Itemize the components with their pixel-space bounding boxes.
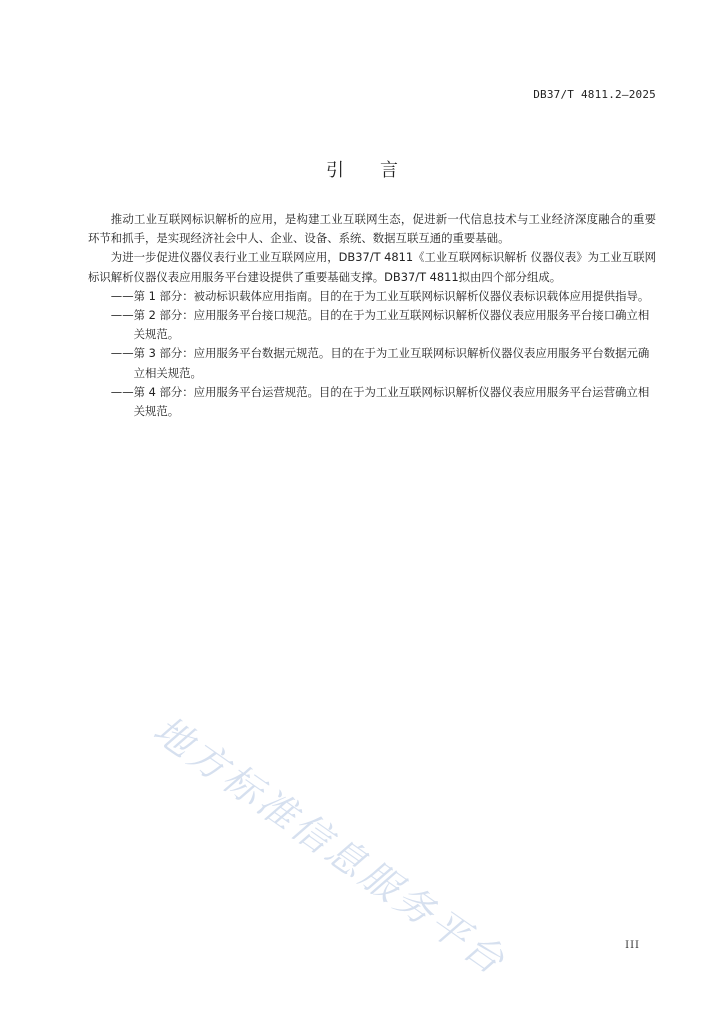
- list-item-text: 第 4 部分：应用服务平台运营规范。目的在于为工业互联网标识解析仪器仪表应用服务平台运营确立相关规范。: [133, 384, 650, 419]
- paragraph-1: 推动工业互联网标识解析的应用，是构建工业互联网生态，促进新一代信息技术与工业经济深度融合的重要环节和抓手，是实现经济社会中人、企业、设备、系统、数据互联互通的重要基础。: [88, 212, 656, 246]
- list-item-text: 第 2 部分：应用服务平台接口规范。目的在于为工业互联网标识解析仪器仪表应用服务平台接口确立相关规范。: [133, 308, 650, 342]
- section-title-char-1: 引: [326, 160, 344, 181]
- list-item-text: 第 1 部分：被动标识载体应用指南。目的在于为工业互联网标识解析仪器仪表标识载体应用提供指导。: [133, 288, 650, 303]
- list-dash: ——: [110, 288, 134, 303]
- page-number: III: [625, 940, 640, 951]
- list-item-part-3: [88, 344, 656, 382]
- list-item-part-2: [88, 306, 656, 344]
- paragraph-2: 为进一步促进仪器仪表行业工业互联网应用，DB37/T 4811《工业互联网标识解析 仪器仪表》为工业互联网标识解析仪器仪表应用服务平台建设提供了重要基础支撑。DB37/T 4811拟由四个部分组成。: [88, 250, 656, 284]
- standard-code: DB37/T 4811.2—2025: [533, 88, 656, 101]
- section-title-char-2: 言: [380, 160, 398, 181]
- list-item-text: 第 3 部分：应用服务平台数据元规范。目的在于为工业互联网标识解析仪器仪表应用服务平台数据元确立相关规范。: [133, 346, 650, 380]
- section-title: [0, 156, 724, 182]
- watermark: 地方标准信息服务平台: [145, 707, 515, 985]
- list-item-part-1: [88, 287, 656, 306]
- list-dash: ——: [110, 384, 134, 399]
- list-item-part-4: [88, 383, 656, 421]
- list-dash: ——: [110, 308, 134, 323]
- list-dash: ——: [110, 346, 134, 361]
- introduction-body: [88, 210, 656, 421]
